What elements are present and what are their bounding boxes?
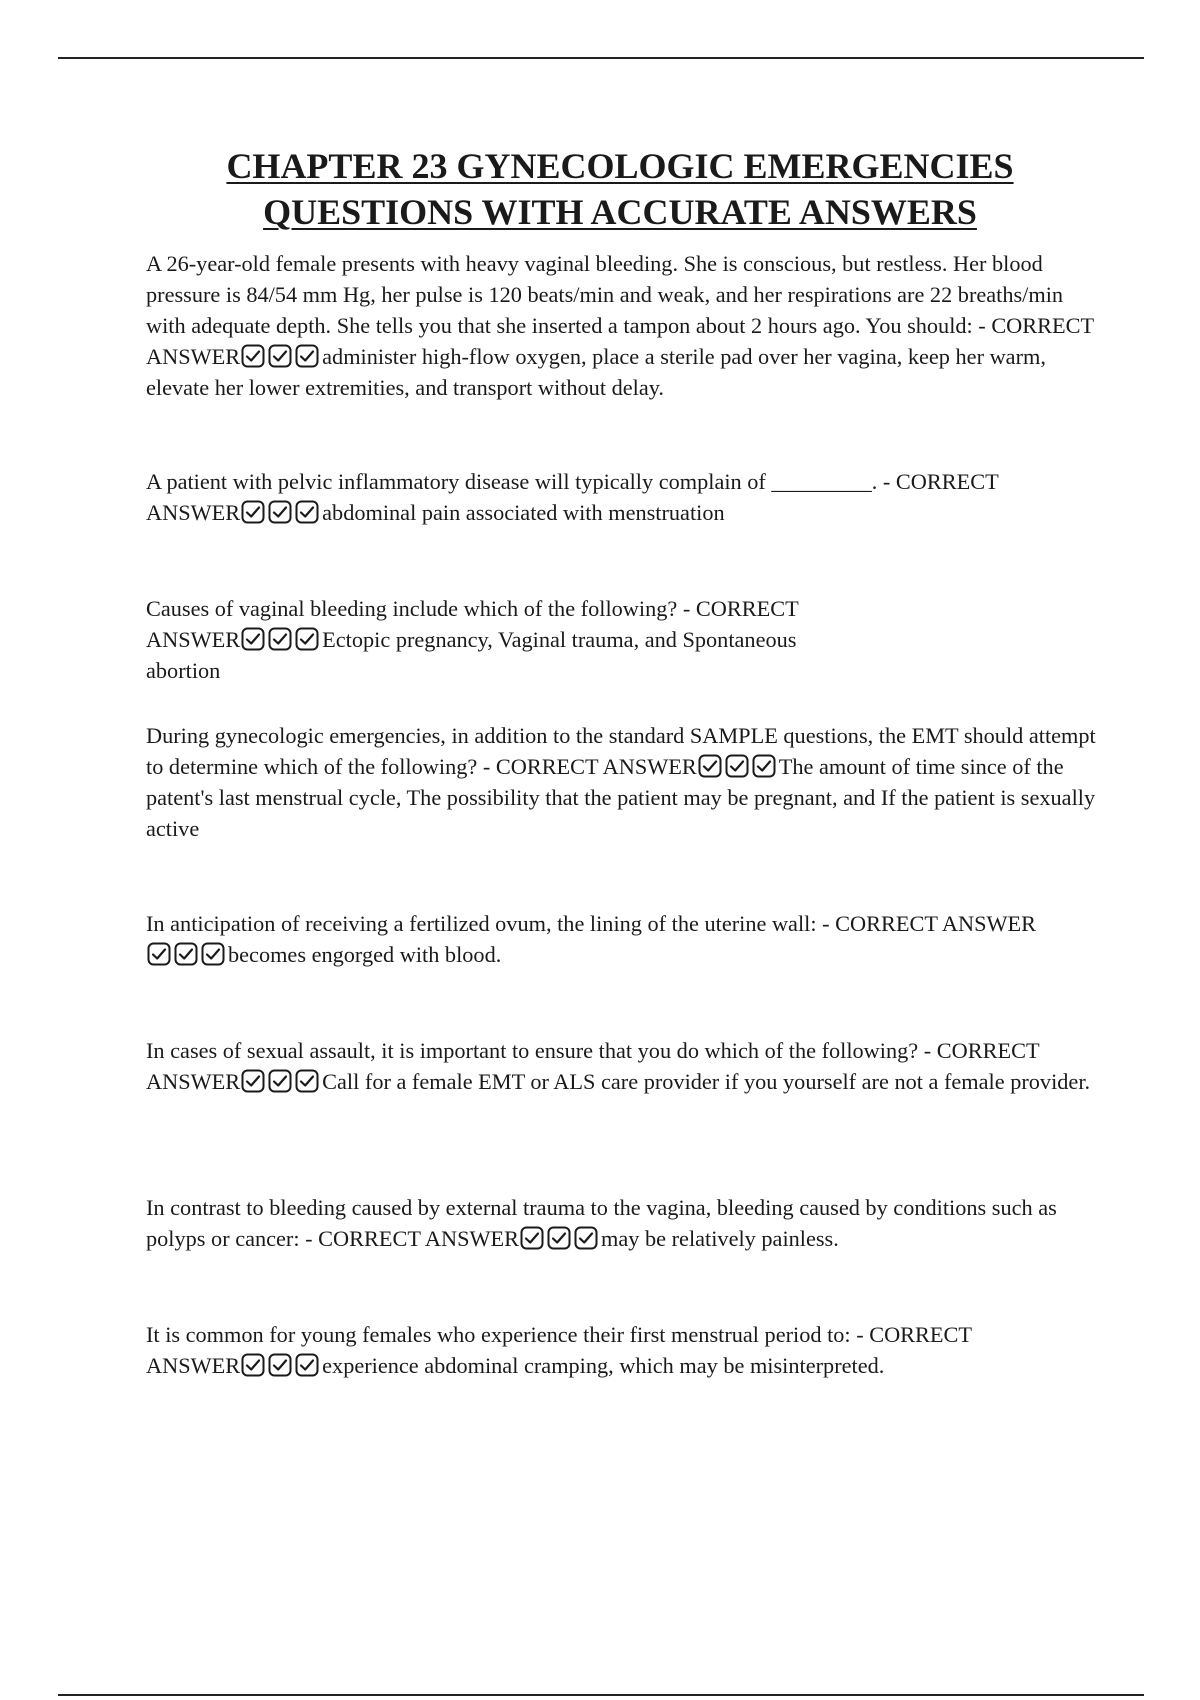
title-line-2: QUESTIONS WITH ACCURATE ANSWERS xyxy=(263,192,977,232)
check-box-icon xyxy=(295,344,319,368)
page-title xyxy=(130,143,1110,235)
qa-item-5 xyxy=(146,908,1056,970)
check-icons xyxy=(240,1353,322,1378)
check-box-icon xyxy=(241,500,265,524)
check-icons xyxy=(240,500,322,525)
check-icons xyxy=(697,754,779,779)
question-text: In cases of sexual assault, it is important to ensure that you do which of the following? - xyxy=(146,1038,937,1063)
answer-text: administer high-flow oxygen, place a sterile pad over her vagina, keep her warm, elevate her lower extremities, and transport without delay. xyxy=(146,344,1046,400)
qa-item-2 xyxy=(146,466,1096,528)
answer-text: may be relatively painless. xyxy=(601,1226,839,1251)
check-icons xyxy=(240,1069,322,1094)
qa-item-3 xyxy=(146,593,866,686)
answer-marker: CORRECT ANSWER xyxy=(146,596,799,652)
check-box-icon xyxy=(295,627,319,651)
check-box-icon xyxy=(547,1226,571,1250)
qa-item-4 xyxy=(146,720,1096,844)
answer-text: Ectopic pregnancy, Vaginal trauma, and Spontaneous abortion xyxy=(146,627,797,683)
answer-marker: CORRECT ANSWER xyxy=(146,1322,972,1378)
answer-marker: CORRECT ANSWER xyxy=(318,1226,520,1251)
title-line-1: CHAPTER 23 GYNECOLOGIC EMERGENCIES xyxy=(226,146,1014,186)
check-box-icon xyxy=(295,1353,319,1377)
check-icons xyxy=(146,942,228,967)
check-box-icon xyxy=(268,627,292,651)
answer-marker: CORRECT ANSWER xyxy=(146,1038,1040,1094)
check-icons xyxy=(519,1226,601,1251)
question-text: A 26-year-old female presents with heavy vaginal bleeding. She is conscious, but restless. Her blood pressure is 84/54 mm Hg, her pulse is 120 beats/min and weak, and her respirations are 22 breaths/min with adequate depth. She tells you that she inserted a tampon about 2 hours ago. You should: - xyxy=(146,251,1064,338)
answer-text: experience abdominal cramping, which may be misinterpreted. xyxy=(322,1353,885,1378)
check-box-icon xyxy=(698,754,722,778)
answer-text: Call for a female EMT or ALS care provider if you yourself are not a female provider. xyxy=(322,1069,1091,1094)
check-box-icon xyxy=(268,344,292,368)
check-box-icon xyxy=(295,1069,319,1093)
question-text: A patient with pelvic inflammatory disease will typically complain of _________. - xyxy=(146,469,896,494)
qa-item-6 xyxy=(146,1035,1096,1097)
check-box-icon xyxy=(174,942,198,966)
check-box-icon xyxy=(268,1353,292,1377)
check-box-icon xyxy=(201,942,225,966)
check-box-icon xyxy=(241,344,265,368)
check-box-icon xyxy=(241,1069,265,1093)
check-box-icon xyxy=(295,500,319,524)
check-box-icon xyxy=(268,1069,292,1093)
check-box-icon xyxy=(574,1226,598,1250)
answer-marker: CORRECT ANSWER xyxy=(146,469,999,525)
check-box-icon xyxy=(268,500,292,524)
question-text: In contrast to bleeding caused by external trauma to the vagina, bleeding caused by conditions such as polyps or cancer: - xyxy=(146,1195,1057,1251)
question-text: In anticipation of receiving a fertilized ovum, the lining of the uterine wall: - xyxy=(146,911,836,936)
check-box-icon xyxy=(147,942,171,966)
answer-marker: CORRECT ANSWER xyxy=(495,754,697,779)
qa-item-7 xyxy=(146,1192,1096,1254)
check-icons xyxy=(240,344,322,369)
check-box-icon xyxy=(241,1353,265,1377)
question-text: It is common for young females who experience their first menstrual period to: - xyxy=(146,1322,870,1347)
answer-text: becomes engorged with blood. xyxy=(228,942,502,967)
answer-text: abdominal pain associated with menstruation xyxy=(322,500,725,525)
answer-marker: CORRECT ANSWER xyxy=(835,911,1037,936)
bottom-rule xyxy=(58,1694,1144,1696)
answer-text: The amount of time since of the patent's last menstrual cycle, The possibility that the patient may be pregnant, and If the patient is sexually active xyxy=(146,754,1096,841)
check-box-icon xyxy=(725,754,749,778)
check-box-icon xyxy=(241,627,265,651)
question-text: During gynecologic emergencies, in addition to the standard SAMPLE questions, the EMT should attempt to determine which of the following? - xyxy=(146,723,1096,779)
answer-marker: CORRECT ANSWER xyxy=(146,313,1094,369)
check-icons xyxy=(240,627,322,652)
qa-item-1 xyxy=(146,248,1101,403)
check-box-icon xyxy=(752,754,776,778)
check-box-icon xyxy=(520,1226,544,1250)
question-text: Causes of vaginal bleeding include which of the following? - xyxy=(146,596,696,621)
qa-item-8 xyxy=(146,1319,1066,1381)
top-rule xyxy=(58,57,1144,59)
